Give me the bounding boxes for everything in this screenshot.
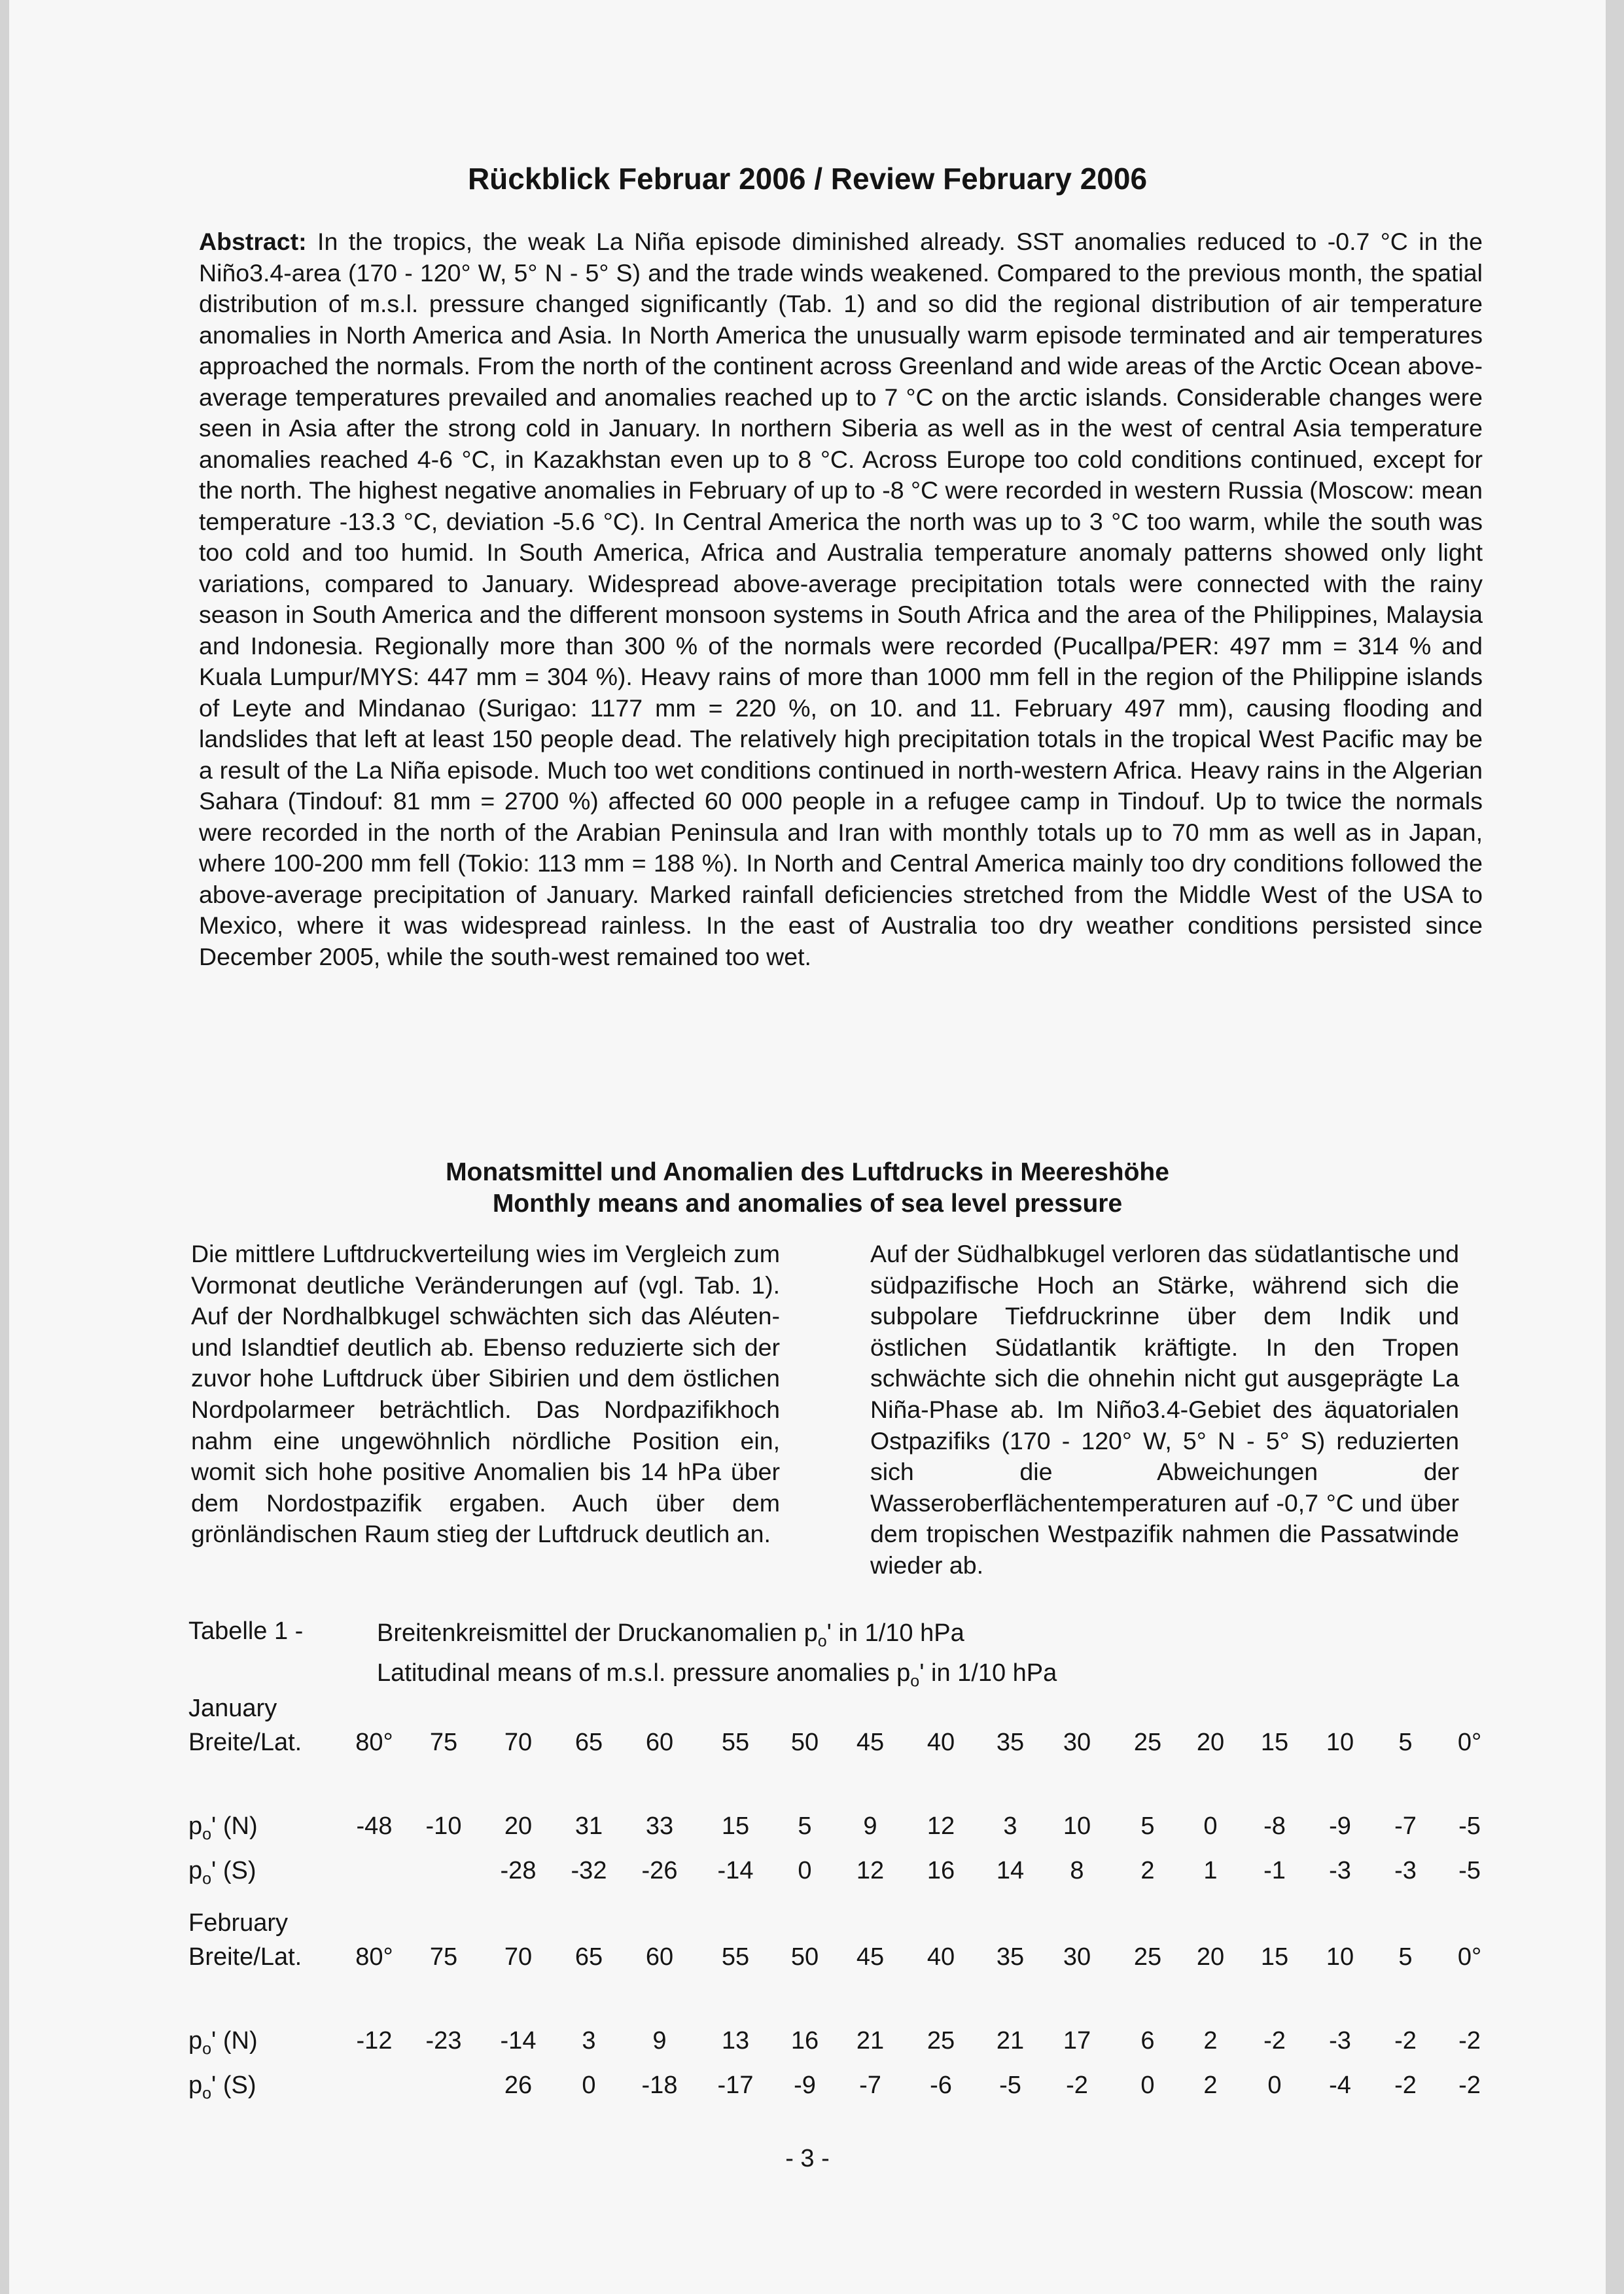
latitude-cell: 50 <box>790 1943 819 1971</box>
anomaly-cell: 26 <box>504 2072 533 2099</box>
anomaly-cell: 9 <box>863 1812 877 1840</box>
latitude-cell: 75 <box>429 1943 458 1971</box>
anomaly-cell: -5 <box>1458 1812 1481 1840</box>
text-column-right: Auf der Südhalbkugel verloren das südatlantische und südpazifische Hoch an Stärke, während sich die subpolare Tiefdruckrinne über dem Indik und östlichen Südatlantik kräftigte. In den Tropen schwächte sich die ohnehin nicht gut ausgeprägte La Niña-Phase ab. Im Niño3.4-Gebiet des äquatorialen Ostpazifiks (170 - 120° W, 5° N - 5° S) reduzierten sich die Abweichungen der Wasseroberflächentemperaturen auf -0,7 °C und über dem tropischen Westpazifik nahmen die Passatwinde wieder ab. <box>870 1240 1459 1579</box>
latitude-cell: 25 <box>1133 1943 1162 1971</box>
anomaly-cell: -7 <box>859 2072 881 2099</box>
latitude-cell: 15 <box>1260 1943 1289 1971</box>
latitude-cell: 10 <box>1326 1729 1354 1756</box>
latitude-cell: 35 <box>996 1729 1025 1756</box>
anomaly-cell: 1 <box>1203 1857 1218 1884</box>
anomaly-cell: 8 <box>1070 1857 1084 1884</box>
anomaly-cell: 2 <box>1203 2027 1218 2055</box>
anomaly-label-south: $p_o'$ (S) <box>188 1857 256 1888</box>
anomaly-cell: -6 <box>930 2072 952 2099</box>
anomaly-cell: 5 <box>1140 1812 1155 1840</box>
anomaly-cell: 21 <box>996 2027 1025 2055</box>
anomaly-cell: 15 <box>721 1812 750 1840</box>
anomaly-cell: -17 <box>717 2072 754 2099</box>
anomaly-row-south <box>9 2072 1606 2104</box>
abstract <box>199 226 1483 972</box>
anomaly-cell: -32 <box>571 1857 607 1884</box>
month-label: January <box>188 1695 277 1722</box>
anomaly-cell: -14 <box>717 1857 754 1884</box>
anomaly-cell: -2 <box>1458 2072 1481 2099</box>
latitude-cell: 25 <box>1133 1729 1162 1756</box>
anomaly-cell: -23 <box>425 2027 462 2055</box>
latitude-row <box>9 1943 1606 1976</box>
anomaly-cell: -12 <box>356 2027 393 2055</box>
latitude-label: Breite/Lat. <box>188 1729 302 1756</box>
table-caption-de: Breitenkreismittel der Druckanomalien $p_o'$ in 1/10 hPa <box>377 1619 964 1651</box>
anomaly-cell: -1 <box>1263 1857 1286 1884</box>
anomaly-cell: -28 <box>500 1857 537 1884</box>
anomaly-cell: 9 <box>652 2027 667 2055</box>
latitude-cell: 10 <box>1326 1943 1354 1971</box>
anomaly-cell: 33 <box>645 1812 674 1840</box>
latitude-cell: 60 <box>645 1729 674 1756</box>
latitude-cell: 0° <box>1457 1729 1482 1756</box>
anomaly-cell: -3 <box>1329 2027 1351 2055</box>
latitude-row <box>9 1729 1606 1761</box>
anomaly-row-south <box>9 1857 1606 1890</box>
anomaly-cell: 12 <box>856 1857 885 1884</box>
anomaly-cell: 20 <box>504 1812 533 1840</box>
anomaly-cell: -3 <box>1394 1857 1417 1884</box>
latitude-cell: 40 <box>927 1943 955 1971</box>
latitude-cell: 15 <box>1260 1729 1289 1756</box>
section-heading-de: Monatsmittel und Anomalien des Luftdrucks in Meereshöhe <box>446 1158 1169 1186</box>
latitude-cell: 65 <box>574 1943 603 1971</box>
anomaly-cell: 2 <box>1140 1857 1155 1884</box>
latitude-cell: 80° <box>355 1943 393 1971</box>
anomaly-cell: 12 <box>927 1812 955 1840</box>
anomaly-label-north: $p_o'$ (N) <box>188 2027 258 2058</box>
latitude-cell: 0° <box>1457 1943 1482 1971</box>
latitude-cell: 45 <box>856 1729 885 1756</box>
anomaly-cell: 5 <box>798 1812 812 1840</box>
table-key: Tabelle 1 - <box>188 1617 304 1645</box>
page-title: Rückblick Februar 2006 / Review February 2006 <box>467 162 1148 196</box>
latitude-cell: 20 <box>1196 1729 1225 1756</box>
latitude-cell: 75 <box>429 1729 458 1756</box>
anomaly-cell: 13 <box>721 2027 750 2055</box>
latitude-cell: 65 <box>574 1729 603 1756</box>
latitude-cell: 5 <box>1398 1943 1413 1971</box>
anomaly-label-north: $p_o'$ (N) <box>188 1812 258 1844</box>
anomaly-cell: -7 <box>1394 1812 1417 1840</box>
section-heading-en: Monthly means and anomalies of sea level pressure <box>492 1190 1123 1218</box>
table-caption-en: Latitudinal means of m.s.l. pressure anomalies $p_o'$ in 1/10 hPa <box>377 1659 1057 1691</box>
page-number: - 3 - <box>785 2145 830 2172</box>
latitude-cell: 55 <box>721 1729 750 1756</box>
latitude-cell: 50 <box>790 1729 819 1756</box>
latitude-cell: 30 <box>1063 1943 1091 1971</box>
anomaly-cell: 16 <box>927 1857 955 1884</box>
anomaly-cell: -26 <box>641 1857 678 1884</box>
abstract-label: Abstract: <box>199 228 307 255</box>
anomaly-cell: -9 <box>794 2072 816 2099</box>
month-label: February <box>188 1909 289 1937</box>
latitude-cell: 70 <box>504 1729 533 1756</box>
latitude-cell: 5 <box>1398 1729 1413 1756</box>
anomaly-cell: 2 <box>1203 2072 1218 2099</box>
latitude-cell: 20 <box>1196 1943 1225 1971</box>
anomaly-row-north <box>9 2027 1606 2060</box>
anomaly-cell: -18 <box>641 2072 678 2099</box>
table-caption <box>377 1617 1057 1697</box>
section-heading <box>9 1157 1606 1220</box>
abstract-text: In the tropics, the weak La Niña episode diminished already. SST anomalies reduced to -0.7 °C in the Niño3.4-area (170 - 120° W, 5° N - 5° S) and the trade winds weakened. Compared to the previous month, the spatial distribution of m.s.l. pressure changed significantly (Tab. 1) and so did the regional distribution of air temperature anomalies in North America and Asia. In North America the unusually warm episode terminated and air temperatures approached the normals. From the north of the continent across Greenland and wide areas of the Arctic Ocean above-average temperatures prevailed and anomalies reached up to 7 °C on the arctic islands. Considerable changes were seen in Asia after the strong cold in January. In northern Siberia as well as in the west of central Asia temperature anomalies reached 4-6 °C, in Kazakhstan even up to 8 °C. Across Europe too cold conditions continued, except for the north. The highest negative anomalies in February of up to -8 °C were recorded in western Russia (Moscow: mean temperature -13.3 °C, deviation -5.6 °C). In Central America the north was up to 3 °C too warm, while the south was too cold and too humid. In South America, Africa and Australia temperature anomaly patterns showed only light variations, compared to January. Widespread above-average precipitation totals were connected with the rainy season in South America and the different monsoon systems in South Africa and the area of the Philippines, Malaysia and Indonesia. Regionally more than 300 % of the normals were recorded (Pucallpa/PER: 497 mm = 314 % and Kuala Lumpur/MYS: 447 mm = 304 %). Heavy rains of more than 1000 mm fell in the region of the Philippine islands of Leyte and Mindanao (Surigao: 1177 mm = 220 %, on 10. and 11. February 497 mm), causing flooding and landslides that left at least 150 people dead. The relatively high precipitation totals in the tropical West Pacific may be a result of the La Niña episode. Much too wet conditions continued in north-western Africa. Heavy rains in the Algerian Sahara (Tindouf: 81 mm = 2700 %) affected 60 000 people in a refugee camp in Tindouf. Up to twice the normals were recorded in the north of the Arabian Peninsula and Iran with monthly totals up to 70 mm as well as in Japan, where 100-200 mm fell (Tokio: 113 mm = 188 %). In North and Central America mainly too dry conditions followed the above-average precipitation of January. Marked rainfall deficiencies stretched from the Middle West of the USA to Mexico, where it was widespread rainless. In the east of Australia too dry weather conditions persisted since December 2005, while the south-west remained too wet. <box>199 228 1483 970</box>
anomaly-cell: 10 <box>1063 1812 1091 1840</box>
anomaly-label-south: $p_o'$ (S) <box>188 2072 256 2103</box>
anomaly-cell: 0 <box>1267 2072 1282 2099</box>
anomaly-cell: 0 <box>1203 1812 1218 1840</box>
anomaly-cell: -2 <box>1394 2072 1417 2099</box>
anomaly-cell: 31 <box>574 1812 603 1840</box>
latitude-cell: 40 <box>927 1729 955 1756</box>
latitude-cell: 70 <box>504 1943 533 1971</box>
anomaly-cell: -2 <box>1263 2027 1286 2055</box>
anomaly-cell: 0 <box>582 2072 596 2099</box>
anomaly-cell: 3 <box>582 2027 596 2055</box>
anomaly-cell: 6 <box>1140 2027 1155 2055</box>
anomaly-cell: -2 <box>1066 2072 1088 2099</box>
latitude-cell: 45 <box>856 1943 885 1971</box>
latitude-label: Breite/Lat. <box>188 1943 302 1971</box>
anomaly-cell: -2 <box>1394 2027 1417 2055</box>
anomaly-cell: 25 <box>927 2027 955 2055</box>
anomaly-cell: 17 <box>1063 2027 1091 2055</box>
anomaly-cell: -14 <box>500 2027 537 2055</box>
anomaly-cell: 21 <box>856 2027 885 2055</box>
anomaly-cell: -9 <box>1329 1812 1351 1840</box>
anomaly-row-north <box>9 1812 1606 1845</box>
text-column-left: Die mittlere Luftdruckverteilung wies im Vergleich zum Vormonat deutliche Veränderungen auf (vgl. Tab. 1). Auf der Nordhalbkugel schwächten sich das Aléuten- und Islandtief deutlich ab. Ebenso reduzierte sich der zuvor hohe Luftdruck über Sibirien und dem östlichen Nordpolarmeer beträchtlich. Das Nordpazifikhoch nahm eine ungewöhnlich nördliche Position ein, womit sich hohe positive Anomalien bis 14 hPa über dem Nordostpazifik ergaben. Auch über dem grönländischen Raum stieg der Luftdruck deutlich an. <box>191 1240 780 1548</box>
anomaly-cell: -5 <box>999 2072 1021 2099</box>
anomaly-cell: 14 <box>996 1857 1025 1884</box>
anomaly-cell: 0 <box>1140 2072 1155 2099</box>
latitude-cell: 60 <box>645 1943 674 1971</box>
latitude-cell: 35 <box>996 1943 1025 1971</box>
anomaly-cell: -2 <box>1458 2027 1481 2055</box>
anomaly-cell: 0 <box>798 1857 812 1884</box>
anomaly-cell: -4 <box>1329 2072 1351 2099</box>
document-page <box>9 0 1606 2294</box>
latitude-cell: 30 <box>1063 1729 1091 1756</box>
anomaly-cell: -48 <box>356 1812 393 1840</box>
anomaly-cell: -3 <box>1329 1857 1351 1884</box>
latitude-cell: 55 <box>721 1943 750 1971</box>
anomaly-cell: -8 <box>1263 1812 1286 1840</box>
anomaly-cell: -10 <box>425 1812 462 1840</box>
anomaly-cell: -5 <box>1458 1857 1481 1884</box>
anomaly-cell: 16 <box>790 2027 819 2055</box>
latitude-cell: 80° <box>355 1729 393 1756</box>
anomaly-cell: 3 <box>1003 1812 1017 1840</box>
